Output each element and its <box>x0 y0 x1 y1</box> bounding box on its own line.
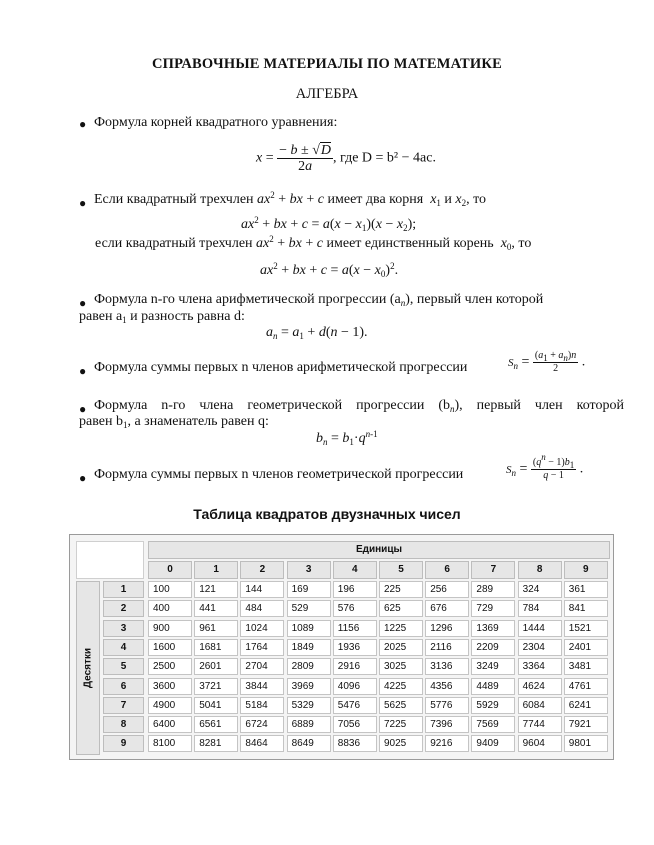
units-column-header: 4 <box>333 561 377 579</box>
square-value-cell: 100 <box>148 581 192 598</box>
geom-nth-text-line1: Формула n-го члена геометрической прогрессии $(b_n)$, первый член которой <box>94 398 624 414</box>
square-value-cell: 5929 <box>471 697 515 714</box>
square-value-cell: 3136 <box>425 658 469 675</box>
square-value-cell: 1936 <box>333 639 377 656</box>
arith-sum-formula: $S_n$ = $\frac{(a_1 + a_n)n}{2}$ . <box>508 350 586 374</box>
arith-nth-text-line1: Формула n-го члена арифметической прогрессии $(a_n)$, первый член которой <box>94 292 544 308</box>
then-word: , то <box>466 192 487 207</box>
arith-nth-text-line2-main: равен a <box>79 309 123 324</box>
square-value-cell: 4624 <box>518 678 562 695</box>
square-value-cell: 3364 <box>518 658 562 675</box>
square-value-cell: 225 <box>379 581 423 598</box>
tens-header <box>76 581 100 755</box>
tens-row-header: 7 <box>103 697 144 714</box>
square-value-cell: 8100 <box>148 735 192 752</box>
factorization-text-pre: Если квадратный трехчлен <box>94 192 254 207</box>
arith-nth-text-line1-main: Формула n-го члена арифметической прогрессии (a <box>94 292 401 307</box>
single-root-formula: $ax^2$ + bx + $c = a(x - x_0)^2$. <box>260 261 399 279</box>
square-value-cell: 2116 <box>425 639 469 656</box>
square-value-cell: 9409 <box>471 735 515 752</box>
square-value-cell: 1681 <box>194 639 238 656</box>
units-column-header: 9 <box>564 561 608 579</box>
square-value-cell: 1225 <box>379 620 423 637</box>
arith-nth-formula: $a_n = a_1 + d(n - 1)$. <box>266 325 368 341</box>
square-value-cell: 1369 <box>471 620 515 637</box>
bullet-icon: ● <box>79 196 87 210</box>
square-value-cell: 289 <box>471 581 515 598</box>
square-value-cell: 9216 <box>425 735 469 752</box>
discriminant-formula: D = b² − 4ac. <box>361 150 436 166</box>
square-value-cell: 121 <box>194 581 238 598</box>
square-value-cell: 196 <box>333 581 377 598</box>
arith-nth-text-line1-tail: ), первый член которой <box>405 292 544 307</box>
single-root-text-pre: если квадратный трехчлен <box>95 236 253 251</box>
square-value-cell: 6561 <box>194 716 238 733</box>
then-word: , то <box>511 236 532 251</box>
quadratic-roots-text: Формула корней квадратного уравнения: <box>94 115 338 130</box>
square-value-cell: 7921 <box>564 716 608 733</box>
units-column-header: 8 <box>518 561 562 579</box>
square-value-cell: 3600 <box>148 678 192 695</box>
square-value-cell: 1849 <box>287 639 331 656</box>
square-value-cell: 4225 <box>379 678 423 695</box>
square-value-cell: 4761 <box>564 678 608 695</box>
square-value-cell: 3025 <box>379 658 423 675</box>
square-value-cell: 4356 <box>425 678 469 695</box>
square-value-cell: 5041 <box>194 697 238 714</box>
tens-header-label: Десятки <box>82 647 94 689</box>
square-value-cell: 6724 <box>240 716 284 733</box>
square-value-cell: 7056 <box>333 716 377 733</box>
tens-row-header: 4 <box>103 639 144 656</box>
square-value-cell: 1296 <box>425 620 469 637</box>
square-value-cell: 256 <box>425 581 469 598</box>
squares-table <box>69 534 614 760</box>
square-value-cell: 676 <box>425 600 469 617</box>
square-value-cell: 1444 <box>518 620 562 637</box>
bullet-icon: ● <box>79 402 87 416</box>
square-value-cell: 2704 <box>240 658 284 675</box>
geom-nth-formula: $b_n = b_1\cdot q^{n-1}$ <box>316 429 378 447</box>
units-column-header: 2 <box>240 561 284 579</box>
arith-nth-text-line2: равен $a_1$ и разность равна d: <box>79 309 245 325</box>
factorization-text-mid: имеет два корня <box>327 192 424 207</box>
tens-row-header: 8 <box>103 716 144 733</box>
square-value-cell: 784 <box>518 600 562 617</box>
units-header: Единицы <box>148 541 610 559</box>
geom-nth-text-line1-main: Формула n-го члена геометрической прогрессии (b <box>94 398 450 413</box>
geom-nth-text-line2-tail: , а знаменатель равен q: <box>127 414 269 429</box>
units-column-header: 1 <box>194 561 238 579</box>
bullet-icon: ● <box>79 364 87 378</box>
square-value-cell: 2025 <box>379 639 423 656</box>
square-value-cell: 3721 <box>194 678 238 695</box>
square-value-cell: 625 <box>379 600 423 617</box>
square-value-cell: 6241 <box>564 697 608 714</box>
bullet-icon: ● <box>79 117 87 131</box>
bullet-icon: ● <box>79 296 87 310</box>
square-value-cell: 144 <box>240 581 284 598</box>
section-title: АЛГЕБРА <box>295 86 359 102</box>
bullet-icon: ● <box>79 471 87 485</box>
square-value-cell: 8281 <box>194 735 238 752</box>
geom-nth-text-line2-main: равен b <box>79 414 123 429</box>
square-value-cell: 3481 <box>564 658 608 675</box>
square-value-cell: 169 <box>287 581 331 598</box>
tens-row-header: 2 <box>103 600 144 617</box>
square-value-cell: 4096 <box>333 678 377 695</box>
tens-row-header: 9 <box>103 735 144 752</box>
quadratic-roots-formula: x = $\frac{- b \pm √D}{2a}$ , где D = b² − 4ac. <box>256 143 436 174</box>
square-value-cell: 441 <box>194 600 238 617</box>
squares-table-title: Таблица квадратов двузначных чисел <box>193 506 461 522</box>
square-value-cell: 4900 <box>148 697 192 714</box>
factorization-formula: $ax^2$ + bx + $c = a(x - x_1)(x - x_2)$; <box>241 215 417 233</box>
square-value-cell: 961 <box>194 620 238 637</box>
square-value-cell: 3969 <box>287 678 331 695</box>
geom-sum-formula: $S_n$ = $\frac{(q^n - 1)b_1}{q - 1}$ . <box>506 452 584 481</box>
square-value-cell: 6889 <box>287 716 331 733</box>
tens-row-header: 1 <box>103 581 144 598</box>
square-value-cell: 5329 <box>287 697 331 714</box>
square-value-cell: 1600 <box>148 639 192 656</box>
geom-nth-text-line2: равен $b_1$, а знаменатель равен q: <box>79 414 269 430</box>
square-value-cell: 7396 <box>425 716 469 733</box>
square-value-cell: 1764 <box>240 639 284 656</box>
square-value-cell: 1521 <box>564 620 608 637</box>
square-value-cell: 2401 <box>564 639 608 656</box>
square-value-cell: 8836 <box>333 735 377 752</box>
square-value-cell: 576 <box>333 600 377 617</box>
square-value-cell: 2916 <box>333 658 377 675</box>
square-value-cell: 5625 <box>379 697 423 714</box>
square-value-cell: 900 <box>148 620 192 637</box>
where-text: , где <box>333 150 359 166</box>
units-column-header: 5 <box>379 561 423 579</box>
table-corner-cell <box>76 541 144 579</box>
tens-row-header: 3 <box>103 620 144 637</box>
single-root-text: если квадратный трехчлен $ax^2$ + bx + c имеет единственный корень $x_0$, то <box>95 234 532 252</box>
square-value-cell: 5184 <box>240 697 284 714</box>
square-value-cell: 529 <box>287 600 331 617</box>
square-value-cell: 729 <box>471 600 515 617</box>
square-value-cell: 8464 <box>240 735 284 752</box>
square-value-cell: 1156 <box>333 620 377 637</box>
units-column-header: 7 <box>471 561 515 579</box>
arith-nth-text-line2-tail: и разность равна d: <box>130 309 245 324</box>
and-word: и <box>444 192 452 207</box>
single-root-text-mid: имеет единственный корень <box>326 236 494 251</box>
square-value-cell: 7225 <box>379 716 423 733</box>
square-value-cell: 2304 <box>518 639 562 656</box>
square-value-cell: 7569 <box>471 716 515 733</box>
geom-nth-text-line1-tail: ), первый член которой <box>454 398 624 413</box>
units-column-header: 3 <box>287 561 331 579</box>
square-value-cell: 8649 <box>287 735 331 752</box>
geom-sum-text: Формула суммы первых n членов геометрической прогрессии <box>94 467 464 482</box>
square-value-cell: 6084 <box>518 697 562 714</box>
square-value-cell: 1024 <box>240 620 284 637</box>
square-value-cell: 3844 <box>240 678 284 695</box>
tens-row-header: 5 <box>103 658 144 675</box>
arith-sum-text: Формула суммы первых n членов арифметической прогрессии <box>94 360 468 375</box>
square-value-cell: 484 <box>240 600 284 617</box>
square-value-cell: 7744 <box>518 716 562 733</box>
square-value-cell: 2500 <box>148 658 192 675</box>
square-value-cell: 2209 <box>471 639 515 656</box>
square-value-cell: 9025 <box>379 735 423 752</box>
square-value-cell: 9801 <box>564 735 608 752</box>
page-title: СПРАВОЧНЫЕ МАТЕРИАЛЫ ПО МАТЕМАТИКЕ <box>152 56 502 72</box>
factorization-text: Если квадратный трехчлен $ax^2$ + bx + c имеет два корня $x_1$ и $x_2$, то <box>94 190 487 208</box>
square-value-cell: 2601 <box>194 658 238 675</box>
square-value-cell: 5776 <box>425 697 469 714</box>
square-value-cell: 6400 <box>148 716 192 733</box>
square-value-cell: 3249 <box>471 658 515 675</box>
square-value-cell: 1089 <box>287 620 331 637</box>
square-value-cell: 4489 <box>471 678 515 695</box>
square-value-cell: 9604 <box>518 735 562 752</box>
square-value-cell: 5476 <box>333 697 377 714</box>
square-value-cell: 2809 <box>287 658 331 675</box>
tens-row-header: 6 <box>103 678 144 695</box>
units-column-header: 6 <box>425 561 469 579</box>
units-column-header: 0 <box>148 561 192 579</box>
square-value-cell: 841 <box>564 600 608 617</box>
square-value-cell: 324 <box>518 581 562 598</box>
square-value-cell: 400 <box>148 600 192 617</box>
square-value-cell: 361 <box>564 581 608 598</box>
